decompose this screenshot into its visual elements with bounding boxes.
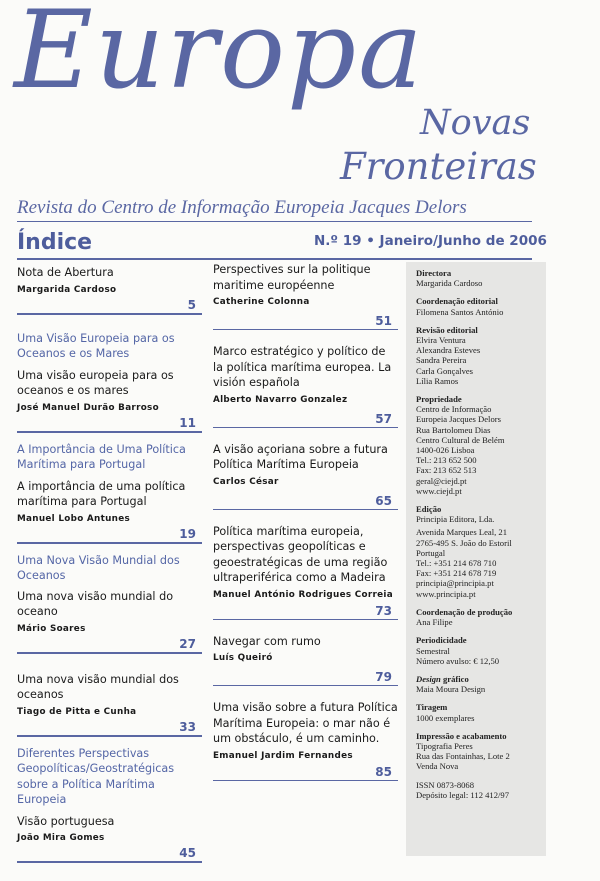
toc-column-1 bbox=[17, 262, 202, 863]
credits-producao bbox=[416, 607, 546, 627]
divider bbox=[213, 509, 398, 510]
entry-title: Uma visão europeia para os oceanos e os mares bbox=[17, 368, 174, 397]
credits-line: Rua Bartolomeu Dias bbox=[416, 424, 491, 435]
toc-entry[interactable] bbox=[213, 262, 398, 330]
credits-line: Portugal bbox=[416, 547, 446, 558]
credits-label: Coordenação editorial bbox=[416, 296, 498, 307]
magazine-subtitle-fronteiras: Fronteiras bbox=[340, 145, 537, 188]
magazine-subtitle-novas: Novas bbox=[420, 103, 531, 143]
credits-line: Centro de Informação bbox=[416, 404, 492, 415]
credits-line: Alexandra Esteves bbox=[416, 345, 481, 356]
toc-entry[interactable] bbox=[17, 672, 202, 737]
credits-line: Margarida Cardoso bbox=[416, 278, 483, 289]
entry-title: Perspectives sur la politique maritime européenne bbox=[213, 263, 371, 292]
toc-entry[interactable] bbox=[213, 634, 398, 687]
credits-line: Número avulso: € 12,50 bbox=[416, 655, 500, 666]
entry-title: Política marítima europeia, perspectivas geopolíticas e geoestratégicas de uma região ultraperiférica como a Madeira bbox=[213, 524, 388, 584]
entry-title: Navegar com rumo bbox=[213, 634, 321, 648]
entry-page: 45 bbox=[179, 846, 196, 860]
credits-line: 2765-495 S. João do Estoril bbox=[416, 537, 512, 548]
toc-entry[interactable] bbox=[17, 265, 202, 315]
entry-page: 85 bbox=[375, 764, 392, 779]
entry-section: Diferentes Perspectivas Geopolíticas/Geostratégicas sobre a Política Marítima Europeia bbox=[17, 746, 175, 806]
entry-section: Uma Visão Europeia para os Oceanos e os Mares bbox=[17, 331, 175, 360]
entry-title: A importância de uma política marítima para Portugal bbox=[17, 479, 186, 508]
toc-entry[interactable] bbox=[213, 700, 398, 781]
credits-revisao bbox=[416, 325, 546, 386]
divider bbox=[17, 542, 202, 544]
credits-line: Fax: +351 214 678 719 bbox=[416, 568, 497, 579]
credits-line: 1400-026 Lisboa bbox=[416, 445, 475, 456]
credits-line: Maia Moura Design bbox=[416, 684, 486, 695]
magazine-tagline: Revista do Centro de Informação Europeia Jacques Delors bbox=[17, 197, 467, 218]
index-heading: Índice bbox=[17, 230, 93, 255]
credits-line: Carla Gonçalves bbox=[416, 365, 474, 376]
credits-line: Principia Editora, Lda. bbox=[416, 514, 495, 525]
entry-page: 11 bbox=[179, 415, 196, 430]
entry-title: Visão portuguesa bbox=[17, 814, 115, 828]
credits-periodicidade bbox=[416, 635, 546, 666]
website-link[interactable]: www.ciejd.pt bbox=[416, 485, 462, 496]
entry-author: Manuel Lobo Antunes bbox=[17, 513, 131, 524]
toc-entry[interactable] bbox=[17, 331, 202, 433]
credits-line: Lília Ramos bbox=[416, 375, 459, 386]
credits-label: Coordenação de produção bbox=[416, 606, 513, 617]
entry-page: 33 bbox=[179, 719, 196, 734]
entry-page: 5 bbox=[187, 297, 196, 312]
credits-label-rest: gráfico bbox=[440, 673, 469, 684]
divider bbox=[17, 258, 532, 260]
divider bbox=[213, 685, 398, 686]
entry-author: Manuel António Rodrigues Correia bbox=[213, 589, 393, 600]
entry-author: José Manuel Durão Barroso bbox=[17, 402, 159, 413]
credits-line: Europeia Jacques Delors bbox=[416, 414, 501, 425]
credits-line: Tel.: +351 214 678 710 bbox=[416, 558, 497, 569]
entry-title: Nota de Abertura bbox=[17, 266, 114, 279]
website-link[interactable]: www.principia.pt bbox=[416, 588, 476, 599]
entry-author: Catherine Colonna bbox=[213, 297, 310, 307]
credits-propriedade bbox=[416, 394, 546, 496]
entry-author: Luís Queiró bbox=[213, 653, 273, 663]
toc-entry[interactable] bbox=[17, 553, 202, 654]
toc-entry[interactable] bbox=[17, 442, 202, 544]
divider bbox=[213, 427, 398, 428]
credits-sidebar bbox=[406, 262, 546, 856]
entry-author: João Mira Gomes bbox=[17, 833, 105, 843]
toc-entry[interactable] bbox=[213, 344, 398, 428]
credits-line: Sandra Pereira bbox=[416, 355, 467, 366]
toc-entry[interactable] bbox=[17, 746, 202, 864]
entry-page: 19 bbox=[179, 526, 196, 541]
credits-line: 1000 exemplares bbox=[416, 712, 475, 723]
credits-line: Fax: 213 652 513 bbox=[416, 465, 477, 476]
credits-line: Centro Cultural de Belém bbox=[416, 434, 505, 445]
entry-author: Carlos César bbox=[213, 476, 279, 487]
divider bbox=[213, 780, 398, 781]
divider bbox=[17, 861, 202, 863]
legal-deposit: Depósito legal: 112 412/97 bbox=[416, 789, 510, 800]
entry-title: Uma nova visão mundial dos oceanos bbox=[17, 672, 179, 701]
divider bbox=[17, 735, 202, 737]
divider bbox=[17, 313, 202, 315]
entry-author: Margarida Cardoso bbox=[17, 284, 117, 295]
toc-column-2 bbox=[213, 262, 398, 781]
credits-legal bbox=[416, 780, 546, 800]
entry-page: 73 bbox=[375, 603, 392, 618]
credits-line: Semestral bbox=[416, 645, 450, 656]
credits-label bbox=[416, 674, 546, 684]
entry-author: Alberto Navarro Gonzalez bbox=[213, 394, 348, 405]
credits-line: Venda Nova bbox=[416, 761, 459, 772]
entry-title: A visão açoriana sobre a futura Política Marítima Europeia bbox=[213, 442, 388, 471]
credits-label: Impressão e acabamento bbox=[416, 730, 507, 741]
entry-page: 51 bbox=[375, 314, 392, 328]
credits-label: Edição bbox=[416, 504, 442, 515]
credits-line: Tel.: 213 652 500 bbox=[416, 455, 477, 466]
issue-info: N.º 19 • Janeiro/Junho de 2006 bbox=[314, 233, 547, 249]
entry-title: Marco estratégico y político de la política marítima europea. La visión española bbox=[213, 345, 392, 389]
credits-edicao bbox=[416, 504, 546, 599]
credits-label: Periodicidade bbox=[416, 635, 467, 646]
entry-section: Uma Nova Visão Mundial dos Oceanos bbox=[17, 553, 180, 582]
entry-title: Uma nova visão mundial do oceano bbox=[17, 589, 174, 618]
toc-entry[interactable] bbox=[213, 442, 398, 510]
divider bbox=[17, 221, 532, 222]
credits-line: Rua das Fontainhas, Lote 2 bbox=[416, 751, 510, 762]
credits-design bbox=[416, 674, 546, 694]
entry-page: 27 bbox=[179, 636, 196, 651]
credits-line: Filomena Santos António bbox=[416, 306, 504, 317]
credits-label: Tiragem bbox=[416, 702, 448, 713]
divider bbox=[213, 619, 398, 620]
divider bbox=[213, 329, 398, 330]
entry-author: Emanuel Jardim Fernandes bbox=[213, 750, 353, 761]
entry-page: 79 bbox=[375, 670, 392, 684]
credits-label: Propriedade bbox=[416, 394, 462, 405]
credits-line: Ana Filipe bbox=[416, 617, 453, 628]
credits-line: Avenida Marques Leal, 21 bbox=[416, 527, 507, 538]
magazine-title: Europa bbox=[14, 0, 425, 113]
credits-coordenacao bbox=[416, 296, 546, 316]
entry-title: Uma visão sobre a futura Política Marítima Europeia: o mar não é um obstáculo, é um caminho. bbox=[213, 701, 398, 745]
divider bbox=[17, 652, 202, 654]
entry-page: 65 bbox=[375, 493, 392, 508]
toc-entry[interactable] bbox=[213, 524, 398, 620]
credits-tiragem bbox=[416, 702, 546, 722]
credits-impressao bbox=[416, 731, 546, 772]
credits-label-italic: Design bbox=[416, 673, 441, 684]
entry-section: A Importância de Uma Política Marítima para Portugal bbox=[17, 442, 186, 471]
entry-author: Tiago de Pitta e Cunha bbox=[17, 706, 137, 717]
email-link[interactable]: principia@principia.pt bbox=[416, 578, 494, 589]
credits-label: Revisão editorial bbox=[416, 324, 478, 335]
email-link[interactable]: geral@ciejd.pt bbox=[416, 475, 467, 486]
issn: ISSN 0873-8068 bbox=[416, 779, 475, 790]
entry-author: Mário Soares bbox=[17, 623, 86, 634]
entry-page: 57 bbox=[375, 411, 392, 426]
credits-line: Tipografia Peres bbox=[416, 740, 473, 751]
divider bbox=[17, 431, 202, 433]
credits-line: Elvira Ventura bbox=[416, 335, 466, 346]
credits-label: Directora bbox=[416, 268, 452, 278]
credits-directora bbox=[416, 268, 546, 288]
